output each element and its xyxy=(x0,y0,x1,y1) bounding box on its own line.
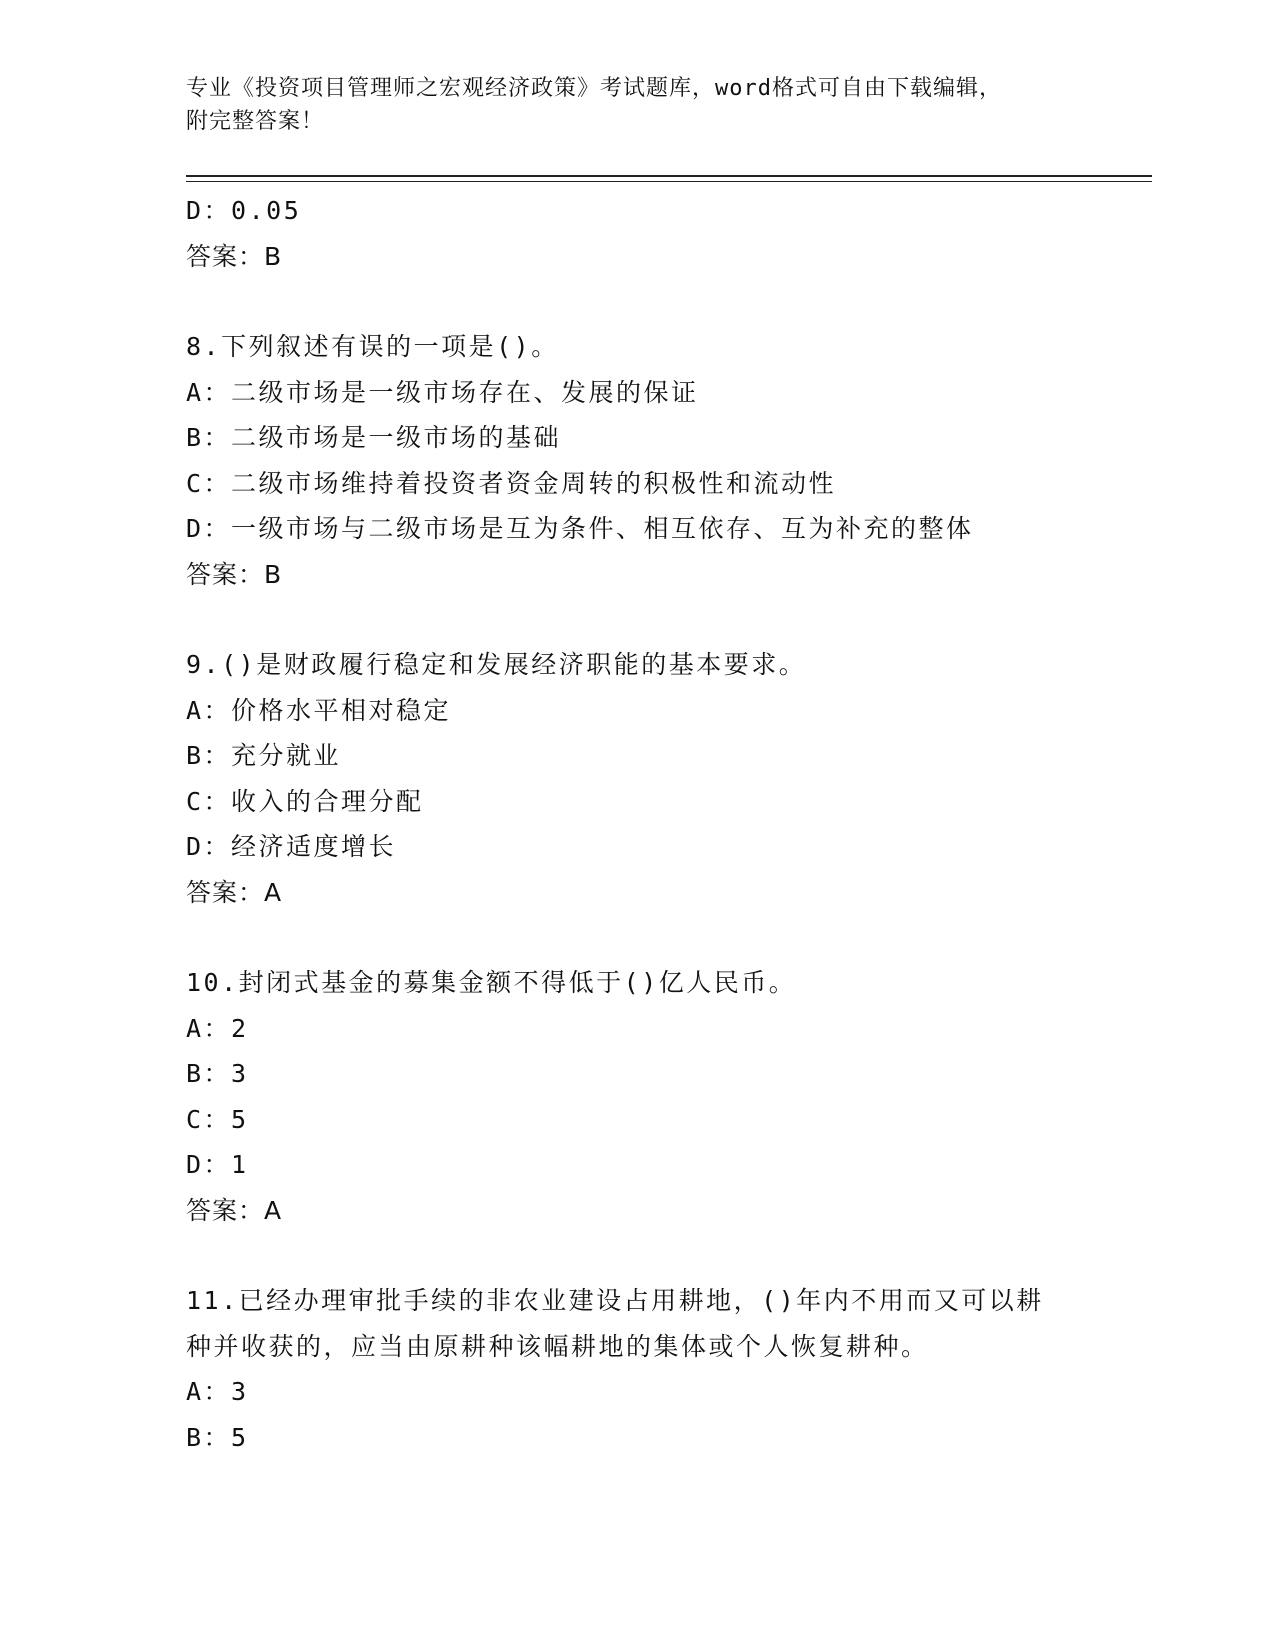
option-a: A：二级市场是一级市场存在、发展的保证 xyxy=(186,377,699,407)
option-a: A：价格水平相对稳定 xyxy=(186,695,452,725)
option-b: B：二级市场是一级市场的基础 xyxy=(186,423,562,452)
answer-line: 答案：A xyxy=(186,877,283,907)
option-b: B：3 xyxy=(186,1059,249,1088)
question-stem-line-2: 种并收获的，应当由原耕种该幅耕地的集体或个人恢复耕种。 xyxy=(186,1331,929,1361)
header-rule-thin xyxy=(186,181,1152,182)
answer-line: 答案：B xyxy=(186,559,283,589)
option-d: D：1 xyxy=(186,1150,249,1179)
question-8 xyxy=(186,324,1086,597)
header-line-1: 专业《投资项目管理师之宏观经济政策》考试题库，word格式可自由下载编辑， xyxy=(186,76,1002,101)
question-9 xyxy=(186,642,1086,915)
option-c: C：5 xyxy=(186,1104,249,1134)
question-list xyxy=(186,188,1086,1460)
option-d: D：经济适度增长 xyxy=(186,832,397,861)
answer-line: 答案：B xyxy=(186,241,283,271)
document-header xyxy=(186,72,1066,138)
header-rule-thick xyxy=(186,175,1152,177)
option-b: B：充分就业 xyxy=(186,741,342,770)
option-d: D：一级市场与二级市场是互为条件、相互依存、互为补充的整体 xyxy=(186,514,974,543)
option-c: C：二级市场维持着投资者资金周转的积极性和流动性 xyxy=(186,468,837,498)
question-stem: 9.()是财政履行稳定和发展经济职能的基本要求。 xyxy=(186,650,807,679)
option-d: D：0.05 xyxy=(186,196,302,225)
question-stem: 8.下列叙述有误的一项是()。 xyxy=(186,332,559,361)
question-10 xyxy=(186,960,1086,1233)
question-stem-line-1: 11.已经办理审批手续的非农业建设占用耕地，()年内不用而又可以耕 xyxy=(186,1286,1044,1315)
option-a: A：2 xyxy=(186,1013,249,1043)
question-11 xyxy=(186,1278,1086,1460)
header-line-2: 附完整答案！ xyxy=(186,109,325,134)
answer-line: 答案：A xyxy=(186,1195,283,1225)
question-stem: 10.封闭式基金的募集金额不得低于()亿人民币。 xyxy=(186,968,797,997)
option-a: A：3 xyxy=(186,1377,249,1406)
option-b: B：5 xyxy=(186,1422,249,1452)
option-c: C：收入的合理分配 xyxy=(186,786,424,816)
